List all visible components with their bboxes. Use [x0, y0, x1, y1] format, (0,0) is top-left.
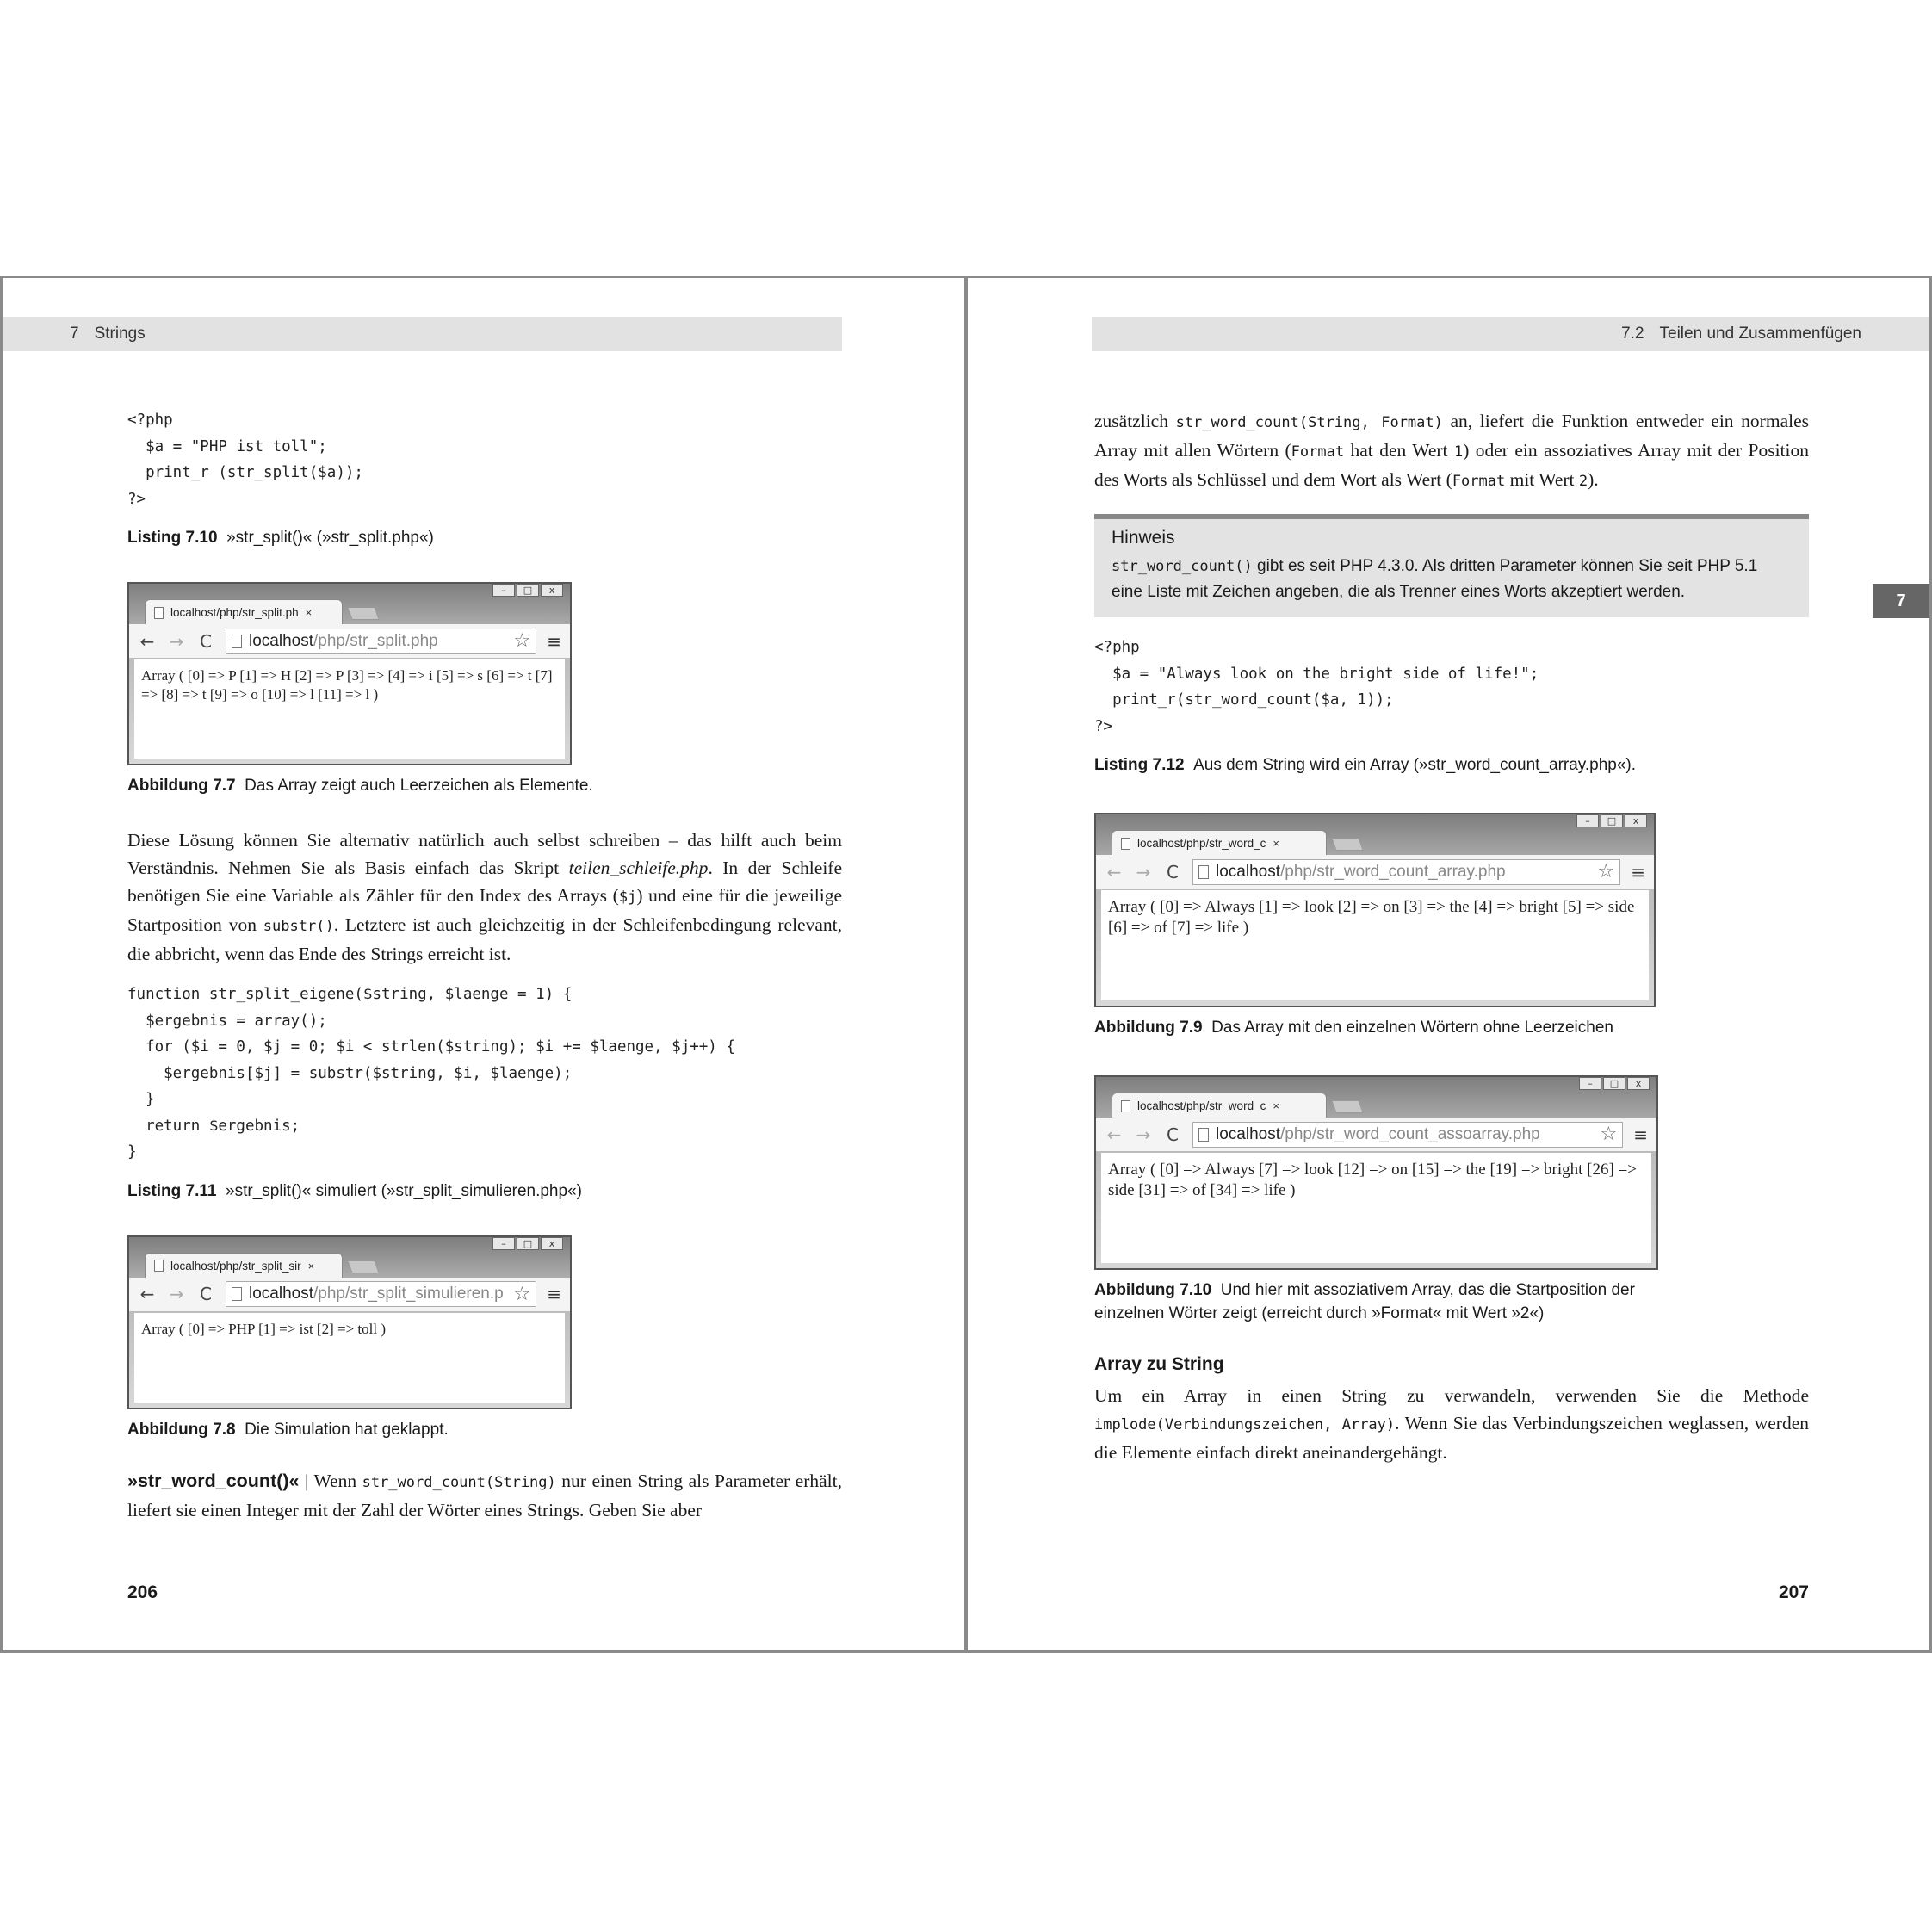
- menu-icon[interactable]: ≡: [1631, 861, 1645, 882]
- tab-close-icon[interactable]: ×: [305, 606, 313, 619]
- paragraph: [1094, 407, 1809, 495]
- caption-text: Das Array zeigt auch Leerzeichen als Elemente.: [245, 777, 593, 795]
- back-icon[interactable]: ←: [139, 1284, 155, 1304]
- new-tab-button[interactable]: [1331, 1100, 1363, 1113]
- paragraph: [1094, 1382, 1809, 1466]
- window-controls: [1576, 814, 1647, 827]
- back-icon[interactable]: ←: [139, 630, 155, 652]
- tab-close-icon[interactable]: ×: [1273, 837, 1279, 850]
- section-number: 7.2: [1621, 325, 1644, 343]
- caption-text: Die Simulation hat geklappt.: [245, 1420, 449, 1439]
- book-spread: [0, 276, 1932, 1653]
- tab-title: localhost/php/str_word_c: [1137, 837, 1266, 850]
- url-text: [249, 632, 507, 651]
- forward-icon[interactable]: →: [1136, 861, 1151, 882]
- inline-code: Format: [1452, 473, 1506, 490]
- tab-title: localhost/php/str_split_sir: [170, 1259, 301, 1273]
- url-path: /php/str_word_count_array.php: [1280, 862, 1506, 881]
- maximize-icon[interactable]: □: [1603, 1077, 1625, 1090]
- url-text: [1216, 863, 1591, 882]
- url-text: [1216, 1125, 1594, 1144]
- url-host: localhost: [1216, 1124, 1280, 1143]
- caption-label: Listing 7.12: [1094, 756, 1185, 774]
- figure-7-10-browser: [1094, 1075, 1658, 1270]
- caption-text: Das Array mit den einzelnen Wörtern ohne Leerzeichen: [1211, 1019, 1613, 1037]
- caption-text: »str_split()« simuliert (»str_split_simulieren.php«): [226, 1181, 582, 1200]
- note-title: Hinweis: [1112, 528, 1175, 548]
- run-in-heading: »str_word_count()«: [127, 1470, 300, 1491]
- window-controls: [492, 1237, 563, 1250]
- inline-code: str_word_count(String, Format): [1175, 414, 1443, 431]
- caption-label: Listing 7.11: [127, 1181, 217, 1200]
- paragraph: [127, 1467, 842, 1524]
- note-box: [1094, 514, 1809, 617]
- left-content: [127, 407, 842, 1524]
- new-tab-button[interactable]: [1331, 838, 1363, 851]
- page-icon: [1121, 1100, 1130, 1112]
- page-icon: [1198, 1128, 1209, 1142]
- reload-icon[interactable]: C: [1167, 861, 1179, 882]
- listing-7-10-code: <?php $a = "PHP ist toll"; print_r (str_split($a)); ?>: [127, 412, 363, 508]
- figure-7-9-caption: [1094, 1016, 1809, 1039]
- inline-code: 1: [1453, 443, 1464, 461]
- caption-text: Und hier mit assoziativem Array, das die Startposition der einzelnen Wörter zeigt (erreicht durch »Format« mit Wert »2«): [1094, 1281, 1635, 1322]
- close-window-icon[interactable]: x: [1625, 814, 1647, 827]
- minimize-icon[interactable]: –: [1576, 814, 1599, 827]
- listing-7-12-caption: [1094, 753, 1809, 777]
- window-controls: [492, 584, 563, 597]
- caption-text: »str_split()« (»str_split.php«): [226, 529, 434, 547]
- bookmark-star-icon[interactable]: ☆: [1600, 1124, 1618, 1145]
- bookmark-star-icon[interactable]: ☆: [1597, 861, 1615, 882]
- page-icon: [154, 1260, 164, 1272]
- tab-close-icon[interactable]: ×: [307, 1259, 315, 1273]
- text: mit Wert: [1505, 469, 1579, 490]
- url-host: localhost: [249, 1285, 313, 1303]
- figure-7-8-browser: [127, 1235, 572, 1409]
- url-path: /php/str_word_count_assoarray.php: [1280, 1124, 1540, 1143]
- browser-tab[interactable]: [1112, 830, 1327, 856]
- page-output: Array ( [0] => PHP [1] => ist [2] => toll ): [134, 1313, 565, 1403]
- figure-7-9-browser: [1094, 813, 1656, 1007]
- paragraph: [127, 827, 842, 968]
- url-path: /php/str_split_simulieren.p: [313, 1285, 504, 1303]
- text: an, liefert die Funktion entweder ein normales Array mit allen Wörtern (: [1094, 411, 1809, 461]
- page-icon: [232, 635, 242, 648]
- browser-toolbar: [1096, 1118, 1656, 1152]
- text: . Letztere ist auch gleichzeitig in der Schleifenbedingung relevant, die abbricht, wenn das Ende des Strings erreicht ist.: [127, 914, 842, 964]
- right-content: [1094, 407, 1809, 1466]
- text: gibt es seit PHP 4.3.0. Als dritten Parameter können Sie seit PHP 5.1 eine Liste mit Zeichen angeben, die als Trenner eines Worts akzeptiert werden.: [1112, 557, 1758, 601]
- url-host: localhost: [249, 631, 313, 650]
- inline-code: implode(Verbindungszeichen, Array): [1094, 1416, 1396, 1434]
- address-bar[interactable]: [226, 629, 536, 654]
- inline-code: 2: [1578, 473, 1588, 490]
- forward-icon[interactable]: →: [169, 1284, 184, 1304]
- new-tab-button[interactable]: [347, 607, 379, 620]
- figure-7-8-caption: [127, 1418, 842, 1441]
- menu-icon[interactable]: ≡: [547, 630, 561, 652]
- text: hat den Wert: [1344, 440, 1454, 461]
- browser-toolbar: [129, 1278, 570, 1312]
- page-output: Array ( [0] => P [1] => H [2] => P [3] => [4] => i [5] => s [6] => t [7] => [8] => t [9] => o [10] => l [11] => l ): [134, 659, 565, 759]
- page-icon: [1198, 865, 1209, 879]
- browser-toolbar: [1096, 855, 1654, 889]
- inline-code: str_word_count(): [1112, 558, 1253, 575]
- browser-toolbar: [129, 624, 570, 659]
- text: ) oder ein assoziatives Array mit der Position des Worts als Schlüssel und dem Wort als Wert (: [1094, 440, 1810, 490]
- figure-7-10-caption: [1094, 1279, 1680, 1325]
- page-icon: [1121, 838, 1130, 850]
- page-output: Array ( [0] => Always [1] => look [2] => on [3] => the [4] => bright [5] => side [6] => of [7] => life ): [1101, 890, 1649, 1000]
- minimize-icon[interactable]: –: [492, 1237, 515, 1250]
- text: ).: [1588, 469, 1599, 490]
- forward-icon[interactable]: →: [169, 630, 184, 652]
- address-bar[interactable]: [1192, 1122, 1623, 1148]
- filename: teilen_schleife.php: [568, 858, 709, 878]
- page-number: 206: [127, 1582, 158, 1602]
- maximize-icon[interactable]: □: [1601, 814, 1623, 827]
- maximize-icon[interactable]: □: [517, 1237, 539, 1250]
- inline-code: $j: [618, 889, 637, 906]
- tab-title: localhost/php/str_word_c: [1137, 1099, 1266, 1112]
- listing-7-11-caption: [127, 1180, 842, 1203]
- left-page: [0, 276, 967, 1653]
- text: zusätzlich: [1094, 411, 1176, 431]
- close-window-icon[interactable]: x: [541, 1237, 563, 1250]
- right-page: [965, 276, 1932, 1653]
- caption-label: Abbildung 7.9: [1094, 1019, 1203, 1037]
- bookmark-star-icon[interactable]: ☆: [513, 1283, 531, 1305]
- page-number: 207: [1778, 1582, 1809, 1602]
- listing-7-11-code: function str_split_eigene($string, $laenge = 1) { $ergebnis = array(); for ($i = 0, $j = 0; $i < strlen($string); $i += $laenge, $j++) { $ergebnis[$j] = substr($string, $i, $laenge); } return $ergebnis; }: [127, 986, 735, 1161]
- page-output: Array ( [0] => Always [7] => look [12] => on [15] => the [19] => bright [26] => side [31] => of [34] => life ): [1101, 1153, 1651, 1263]
- browser-tab[interactable]: [1112, 1093, 1327, 1118]
- caption-label: Abbildung 7.8: [127, 1420, 236, 1439]
- url-path: /php/str_split.php: [313, 631, 438, 650]
- listing-7-12-code: <?php $a = "Always look on the bright side of life!"; print_r(str_word_count($a, 1)); ?>: [1094, 639, 1539, 735]
- address-bar[interactable]: [226, 1281, 536, 1307]
- window-controls: [1579, 1077, 1650, 1090]
- text: Um ein Array in einen String zu verwandeln, verwenden Sie die Methode: [1094, 1385, 1809, 1406]
- close-window-icon[interactable]: x: [541, 584, 563, 597]
- text: nur einen String als Parameter erhält, liefert sie einen Integer mit der Zahl der Wörter eines Strings. Geben Sie aber: [127, 1470, 842, 1520]
- bookmark-star-icon[interactable]: ☆: [513, 630, 531, 652]
- chapter-title: Strings: [94, 325, 146, 343]
- listing-7-10-caption: [127, 526, 842, 549]
- maximize-icon[interactable]: □: [517, 584, 539, 597]
- caption-label: Abbildung 7.10: [1094, 1281, 1212, 1299]
- tab-title: localhost/php/str_split.ph: [170, 606, 299, 619]
- chapter-thumb-tab: 7: [1873, 584, 1929, 618]
- caption-label: Listing 7.10: [127, 529, 218, 547]
- new-tab-button[interactable]: [347, 1260, 379, 1273]
- section-title: Teilen und Zusammenfügen: [1659, 325, 1861, 343]
- caption-text: Aus dem String wird ein Array (»str_word_count_array.php«).: [1193, 756, 1637, 774]
- running-head-right: [1092, 317, 1932, 351]
- menu-icon[interactable]: ≡: [1633, 1124, 1648, 1145]
- back-icon[interactable]: ←: [1106, 1124, 1122, 1145]
- menu-icon[interactable]: ≡: [547, 1284, 561, 1304]
- figure-7-7-browser: [127, 582, 572, 765]
- inline-code: substr(): [263, 918, 334, 935]
- minimize-icon[interactable]: –: [492, 584, 515, 597]
- inline-code: str_word_count(String): [362, 1473, 556, 1491]
- url-text: [249, 1285, 507, 1303]
- reload-icon[interactable]: C: [200, 1284, 212, 1304]
- reload-icon[interactable]: C: [200, 630, 212, 652]
- inline-code: Format: [1291, 443, 1345, 461]
- minimize-icon[interactable]: –: [1579, 1077, 1601, 1090]
- note-text: [1112, 554, 1792, 605]
- browser-tab[interactable]: [145, 1253, 343, 1279]
- chapter-number: 7: [70, 325, 79, 343]
- text: ) und eine für die jeweilige Startposition von: [127, 885, 842, 935]
- text: . Wenn Sie das Verbindungszeichen weglassen, werden die Elemente einfach direkt aneinandergehängt.: [1094, 1413, 1809, 1463]
- caption-label: Abbildung 7.7: [127, 777, 236, 795]
- figure-7-7-caption: [127, 774, 842, 797]
- browser-tab[interactable]: [145, 599, 343, 625]
- text: | Wenn: [299, 1470, 362, 1491]
- text: . In der Schleife benötigen Sie eine Variable als Zähler für den Index des Arrays (: [127, 858, 842, 906]
- running-head-left: [3, 317, 842, 351]
- url-host: localhost: [1216, 862, 1280, 881]
- page-icon: [232, 1287, 242, 1301]
- back-icon[interactable]: ←: [1106, 861, 1122, 882]
- forward-icon[interactable]: →: [1136, 1124, 1151, 1145]
- reload-icon[interactable]: C: [1167, 1124, 1179, 1145]
- page-icon: [154, 607, 164, 619]
- close-window-icon[interactable]: x: [1627, 1077, 1650, 1090]
- text: Diese Lösung können Sie alternativ natürlich auch selbst schreiben – das hilft auch beim Verständnis. Nehmen Sie als Basis einfach das Skript: [127, 830, 842, 878]
- tab-close-icon[interactable]: ×: [1273, 1099, 1279, 1112]
- address-bar[interactable]: [1192, 859, 1620, 885]
- section-heading: Array zu String: [1094, 1354, 1224, 1374]
